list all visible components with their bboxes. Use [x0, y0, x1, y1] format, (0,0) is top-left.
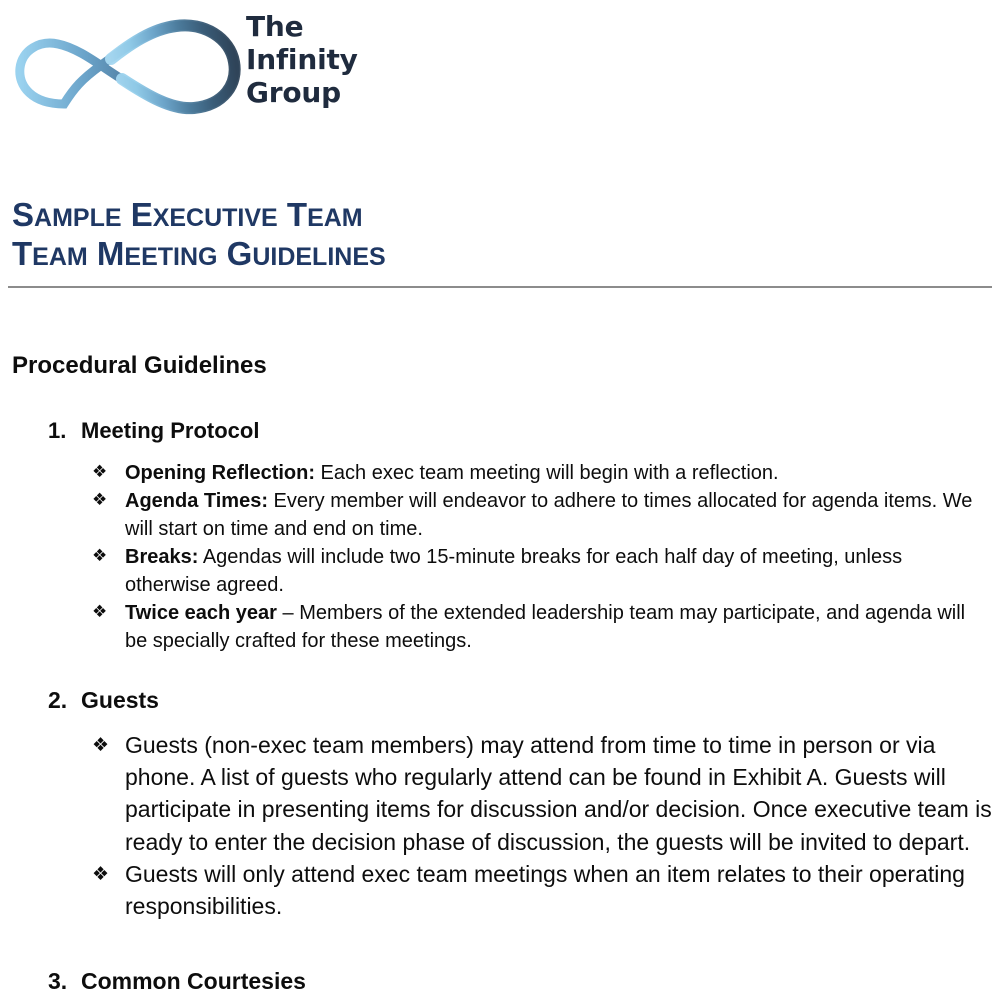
list-number: 1.	[48, 418, 67, 443]
list-number: 2.	[48, 687, 68, 713]
document-title-line-1	[12, 196, 992, 235]
list-item-label: Meeting Protocol	[81, 418, 260, 443]
diamond-bullet-icon: ❖	[92, 862, 110, 885]
title-cap: G	[226, 234, 253, 272]
list-number: 3.	[48, 968, 68, 994]
title-cap: T	[286, 196, 308, 233]
list-item	[92, 599, 992, 655]
title-word-executive	[131, 196, 278, 233]
title-word-team	[12, 235, 88, 272]
bullet-body: Agendas will include two 15-minute breaks for each half day of meeting, unless otherwise agreed.	[125, 546, 903, 596]
bullet-lead: Agenda Times:	[125, 490, 268, 512]
title-rest: XECUTIVE	[152, 204, 278, 232]
bullet-content: Guests will only attend exec team meetings when an item relates to their operating responsibilities.	[125, 860, 965, 919]
logo-line-group: Group	[246, 76, 342, 110]
title-cap: T	[12, 234, 33, 272]
title-rest: UIDELINES	[252, 242, 386, 271]
title-rest: AMPLE	[34, 204, 122, 232]
company-logo	[8, 4, 428, 136]
diamond-bullet-icon: ❖	[92, 490, 108, 510]
bullet-lead: Opening Reflection:	[125, 462, 315, 484]
document-title	[12, 196, 992, 274]
bullet-content	[125, 487, 992, 543]
list-item	[92, 543, 992, 599]
bullet-lead: Twice each year	[125, 602, 277, 624]
list-item	[92, 729, 992, 858]
diamond-bullet-icon: ❖	[92, 602, 108, 622]
title-word-sample	[12, 196, 122, 233]
bullet-body: Every member will endeavor to adhere to times allocated for agenda items. We will start on time and end on time.	[125, 490, 973, 540]
title-rest: EAM	[307, 204, 363, 232]
list-item-label: Guests	[81, 687, 159, 713]
infinity-symbol-icon	[12, 10, 244, 130]
bullet-body: – Members of the extended leadership team may participate, and agenda will be specially crafted for these meetings.	[125, 602, 966, 652]
bullet-list-meeting-protocol	[92, 459, 992, 655]
title-cap: M	[96, 234, 125, 272]
bullet-lead: Breaks:	[125, 546, 199, 568]
title-rest: EAM	[32, 242, 88, 271]
bullet-content	[125, 599, 992, 655]
bullet-body: Each exec team meeting will begin with a reflection.	[315, 462, 779, 484]
list-item	[92, 858, 992, 922]
diamond-bullet-icon: ❖	[92, 734, 110, 756]
title-word-team	[287, 196, 363, 233]
list-item	[92, 487, 992, 543]
title-cap: S	[12, 196, 35, 233]
list-item-meeting-protocol	[48, 418, 993, 444]
bullet-list-guests	[92, 729, 992, 922]
logo-wordmark	[246, 10, 426, 109]
list-item-common-courtesies	[48, 968, 993, 995]
bullet-content: Guests (non-exec team members) may attend from time to time in person or via phone. A list of guests who regularly attend can be found in Exhibit A. Guests will participate in presenting items for discussion and/or decision. Once executive team is ready to enter the decision phase of discussion, the guests will be invited to depart.	[125, 732, 992, 855]
diamond-bullet-icon: ❖	[92, 462, 108, 482]
document-title-line-2	[12, 235, 992, 274]
title-divider-rule	[8, 286, 992, 288]
section-heading-procedural-guidelines: Procedural Guidelines	[12, 352, 267, 379]
diamond-bullet-icon: ❖	[92, 546, 108, 566]
title-cap: E	[130, 196, 153, 233]
logo-line-the: The	[246, 10, 304, 43]
logo-line-infinity: Infinity	[246, 43, 358, 77]
bullet-content	[125, 459, 992, 487]
title-rest: EETING	[124, 242, 218, 271]
list-item	[92, 459, 992, 487]
bullet-content	[125, 543, 992, 599]
title-word-meeting	[97, 235, 218, 272]
list-item-guests	[48, 687, 993, 714]
list-item-label: Common Courtesies	[81, 968, 306, 994]
title-word-guidelines	[227, 235, 386, 272]
